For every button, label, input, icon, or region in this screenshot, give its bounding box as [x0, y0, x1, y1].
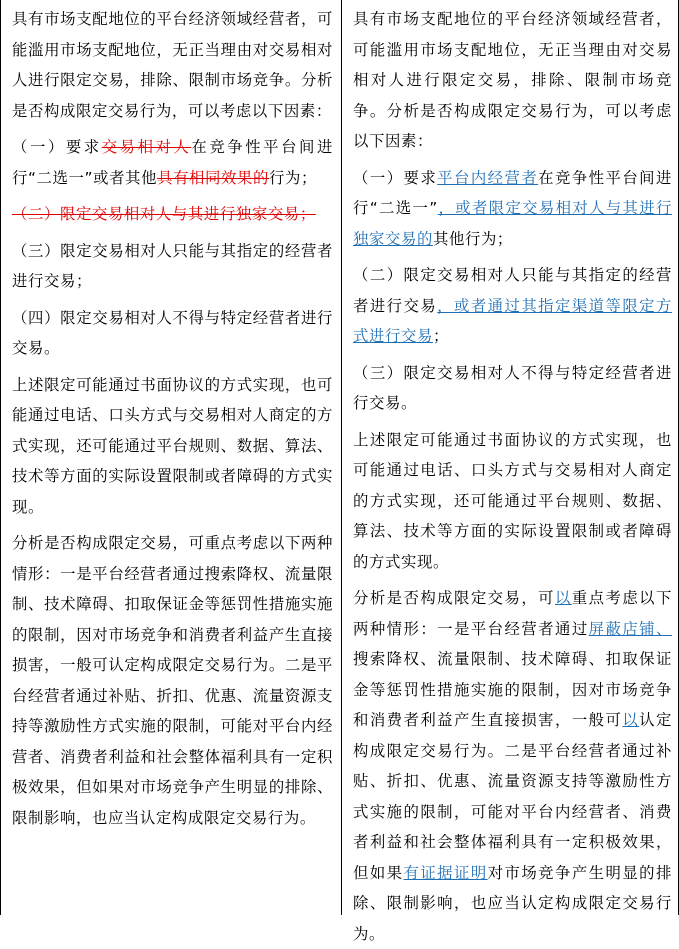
paragraph — [12, 236, 333, 297]
text-run: ； — [432, 327, 449, 345]
original-text-column — [1, 0, 342, 915]
inserted-text: ，或者 — [437, 199, 489, 217]
text-run: （一）要求 — [353, 168, 438, 187]
inserted-text: 以 — [555, 589, 572, 607]
paragraph — [12, 199, 333, 230]
revised-text-column — [342, 0, 679, 943]
paragraph — [12, 4, 333, 126]
text-run: 搜索降权、流量限制、技术障碍、扣取保证金等惩罚性措施实施的限制，因对市场竞争和消费者利益产生直接损害，一般可 — [353, 650, 672, 729]
paragraph — [353, 260, 672, 352]
deleted-text: （二）限定交易相对人与其进行独家交易； — [12, 205, 316, 223]
text-run: 具有市场支配地位的平台经济领域经营者，可能滥用市场支配地位，无正当理由对交易相对人进行限定交易，排除、限制市场竞争。分析是否构成限定交易行为，可以考虑以下因素： — [353, 10, 672, 150]
text-run: （四）限定交易相对人不得与特定经营者进行交易。 — [12, 308, 333, 357]
paragraph — [353, 358, 672, 419]
text-run: 认定构成限定交易行为。二是平台经营者通过补贴、折扣、优惠、流量资源支持等激励性方式实施的限制，可能对平台内经营者、消费者利益和社会整体福利具有一定积极效果，但如果 — [353, 711, 672, 882]
text-run: （二）限定交易相对人只能与其指定的经营者进行交易 — [353, 266, 672, 315]
paragraph — [12, 370, 333, 523]
paragraph — [353, 583, 672, 949]
text-run: 在竞争性平台间进行“二选一” — [353, 168, 672, 217]
paragraph — [12, 303, 333, 364]
text-run: 具有市场支配地位的平台经济领域经营者，可能滥用市场支配地位，无正当理由对交易相对人进行限定交易，排除、限制市场竞争。分析是否构成限定交易行为，可以考虑以下因素： — [12, 10, 333, 120]
inserted-text: 平台内经营者 — [437, 168, 539, 187]
deleted-text: 具有相同效果的 — [157, 168, 270, 187]
paragraph — [12, 132, 333, 193]
text-run: 分析是否构成限定交易，可 — [353, 589, 555, 607]
paragraph — [353, 163, 672, 255]
text-run: 行为； — [269, 168, 317, 187]
text-run: 重点考虑以下两种情形：一是平台经营者通过 — [353, 589, 672, 638]
paragraph — [353, 4, 672, 157]
paragraph — [353, 425, 672, 578]
text-run: 分析是否构成限定交易，可重点考虑以下两种情形：一是平台经营者通过搜索降权、流量限制、技术障碍、扣取保证金等惩罚性措施实施的限制，因对市场竞争和消费者利益产生直接损害，一般可认定构成限定交易行为。二是平台经营者通过补贴、折扣、优惠、流量资源支持等激励性方式实施的限制，可能对平台内经营者、消费者利益和社会整体福利具有一定积极效果，但如果对市场竞争产生明显的排除、限制影响，也应当认定构成限定交易行为。 — [12, 534, 333, 827]
deleted-text: 交易相对人 — [101, 138, 192, 156]
inserted-text: ，或者通过其指定渠道等限定方式进行交易 — [353, 296, 672, 345]
text-run: 对市场竞争产生明显的排除、限制影响，也应当认定构成限定交易行为。 — [353, 863, 672, 943]
inserted-text: 限定交易相对人与其进行独家交易的 — [353, 199, 672, 248]
text-run: 其他行为； — [432, 229, 513, 248]
inserted-text: 屏蔽店铺、 — [588, 619, 672, 638]
text-run: （三）限定交易相对人不得与特定经营者进行交易。 — [353, 363, 672, 412]
text-run: 上述限定可能通过书面协议的方式实现，也可能通过电话、口头方式与交易相对人商定的方式实现，还可能通过平台规则、数据、算法、技术等方面的实际设置限制或者障碍的方式实现。 — [353, 430, 672, 571]
text-run: 在竞争性平台间进行“二选一”或者其他 — [12, 138, 333, 187]
inserted-text: 有证据证明 — [403, 863, 488, 882]
text-run: （一）要求 — [12, 138, 102, 156]
text-run: （三）限定交易相对人只能与其指定的经营者进行交易； — [12, 241, 333, 290]
text-run: 上述限定可能通过书面协议的方式实现，也可能通过电话、口头方式与交易相对人商定的方式实现，还可能通过平台规则、数据、算法、技术等方面的实际设置限制或者障碍的方式实现。 — [12, 375, 333, 516]
inserted-text: 以 — [622, 711, 640, 729]
paragraph — [12, 528, 333, 833]
